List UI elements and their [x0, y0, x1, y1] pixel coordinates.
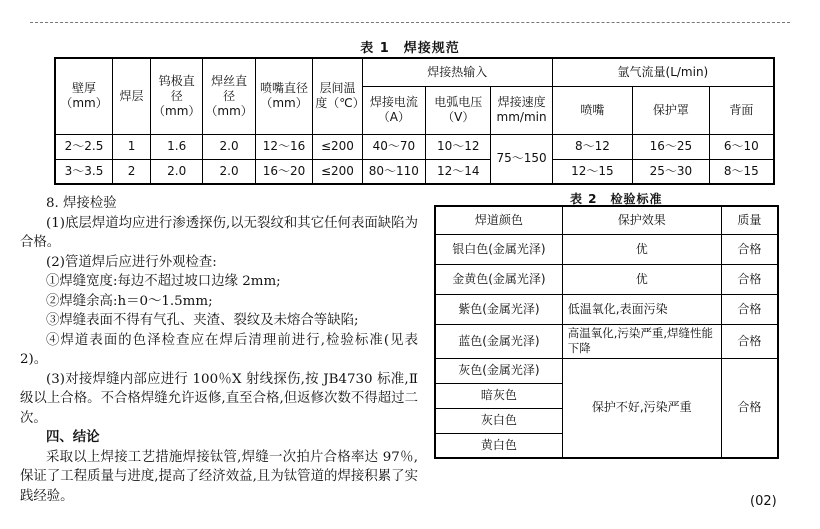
table-cell: 黄白色 — [435, 433, 562, 458]
table-cell: 合格 — [721, 234, 778, 264]
paragraph: 采取以上焊接工艺措施焊接钛管,焊缝一次拍片合格率达 97％,保证了工程质量与进度,提高了经济效益,且为钛管道的焊接积累了实践经验。 — [20, 449, 418, 504]
header-argon: 氩气流量(L/min) — [552, 58, 774, 86]
top-dashed-rule — [30, 22, 790, 23]
table-cell: 2.0 — [203, 134, 255, 159]
table-cell: 12～15 — [552, 159, 632, 184]
header-layer: 焊层 — [113, 58, 151, 134]
group-effect-cell: 保护不好,污染严重 — [562, 358, 721, 458]
table1-title: 表 1 焊接规范 — [360, 41, 460, 56]
header-nozzle: 喷嘴 — [552, 86, 632, 134]
table-cell: 高温氧化,污染严重,焊缝性能下降 — [562, 324, 721, 358]
header-color: 焊道颜色 — [435, 206, 562, 234]
table-cell: ≤200 — [313, 134, 362, 159]
table-cell: 80～110 — [362, 159, 425, 184]
header-speed: 焊接速度 mm/min — [491, 86, 552, 134]
group-quality-cell: 合格 — [721, 358, 778, 458]
header-quality: 质量 — [721, 206, 778, 234]
table-cell: 优 — [562, 264, 721, 294]
table-cell: 蓝色(金属光泽) — [435, 324, 562, 358]
table-cell: 优 — [562, 234, 721, 264]
table-cell: 暗灰色 — [435, 383, 562, 408]
table-cell: 2.0 — [203, 159, 255, 184]
page-code: (02) — [750, 494, 777, 509]
paragraph: (3)对接焊缝内部应进行 100％X 射线探伤,按 JB4730 标准,Ⅱ级以上合格。不合格焊缝允许返修,直至合格,但返修次数不得超过二次。 — [20, 371, 418, 426]
paragraph: ④焊道表面的色泽检查应在焊后清理前进行,检验标准(见表 2)。 — [20, 332, 418, 367]
table-cell: 合格 — [721, 264, 778, 294]
header-interpass: 层间温度（℃） — [313, 58, 362, 134]
header-heat-input: 焊接热输入 — [362, 58, 552, 86]
table-cell: 8～12 — [552, 134, 632, 159]
table-cell: 6～10 — [709, 134, 774, 159]
table-cell: 16～25 — [633, 134, 710, 159]
table-cell: 1.6 — [151, 134, 203, 159]
table-cell: 银白色(金属光泽) — [435, 234, 562, 264]
section-heading-conclusion: 四、结论 — [46, 429, 100, 445]
table-cell: 1 — [113, 134, 151, 159]
speed-cell: 75～150 — [491, 134, 552, 184]
section-heading-8: 8. 焊接检验 — [46, 196, 117, 211]
table-cell: 40～70 — [362, 134, 425, 159]
table-cell: 2～2.5 — [55, 134, 113, 159]
table-cell: 3～3.5 — [55, 159, 113, 184]
table2-title: 表 2 检验标准 — [570, 192, 663, 206]
table-cell: 12～16 — [255, 134, 313, 159]
table-cell: ≤200 — [313, 159, 362, 184]
table-cell: 灰白色 — [435, 408, 562, 433]
paragraph: ②焊缝余高:h＝0～1.5mm; — [46, 293, 213, 309]
header-back: 背面 — [709, 86, 774, 134]
table-cell: 12～14 — [426, 159, 491, 184]
paragraph: (2)管道焊后应进行外观检查: — [46, 254, 217, 270]
table-cell: 合格 — [721, 324, 778, 358]
header-wall: 壁厚（mm） — [55, 58, 113, 134]
header-current: 焊接电流（A） — [362, 86, 425, 134]
table-cell: 2 — [113, 159, 151, 184]
paragraph: ③焊缝表面不得有气孔、夹渣、裂纹及未熔合等缺陷; — [46, 313, 359, 328]
header-shield: 保护罩 — [633, 86, 710, 134]
table-cell: 10～12 — [426, 134, 491, 159]
table-cell: 紫色(金属光泽) — [435, 294, 562, 324]
header-voltage: 电弧电压（V） — [426, 86, 491, 134]
header-tungsten: 钨极直径（mm） — [151, 58, 203, 134]
table-cell: 2.0 — [151, 159, 203, 184]
table-cell: 灰色(金属光泽) — [435, 358, 562, 383]
welding-spec-table — [54, 57, 775, 185]
table-cell: 16～20 — [255, 159, 313, 184]
table-cell: 低温氧化,表面污染 — [562, 294, 721, 324]
header-effect: 保护效果 — [562, 206, 721, 234]
table-cell: 8～15 — [709, 159, 774, 184]
header-wire: 焊丝直径（mm） — [203, 58, 255, 134]
body-text — [20, 194, 418, 506]
paragraph: ①焊缝宽度:每边不超过坡口边缘 2mm; — [46, 274, 281, 289]
table-cell: 合格 — [721, 294, 778, 324]
table-cell: 金黄色(金属光泽) — [435, 264, 562, 294]
inspection-standard-table — [434, 205, 779, 459]
table-cell: 25～30 — [633, 159, 710, 184]
header-nozzle-diameter: 喷嘴直径（mm） — [255, 58, 313, 134]
paragraph: (1)底层焊道均应进行渗透探伤,以无裂纹和其它任何表面缺陷为合格。 — [20, 215, 418, 250]
